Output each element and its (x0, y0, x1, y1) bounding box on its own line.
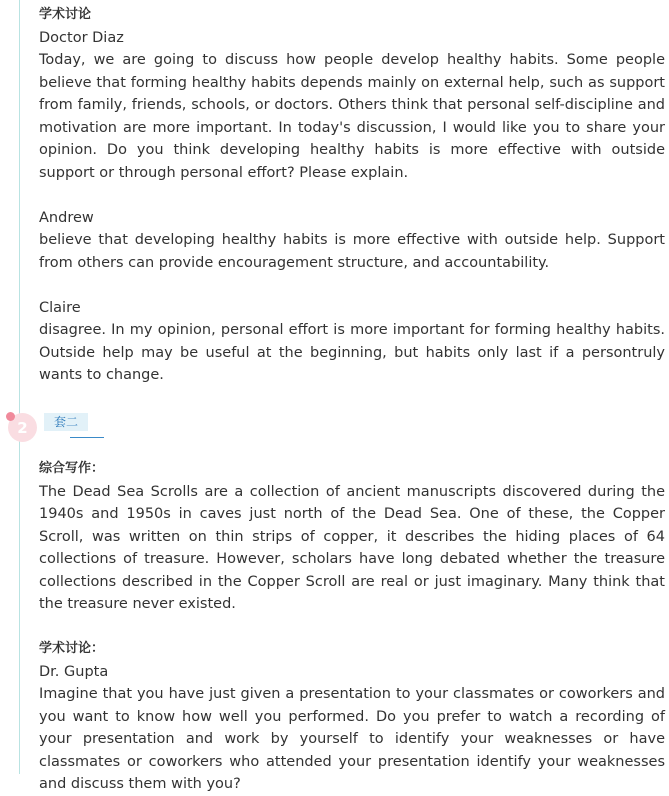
tag-underline (70, 437, 104, 438)
student-response: disagree. In my opinion, personal effort is more important for forming healthy habits. Outside help may be useful at the beginning, but habits only last if a persontruly wants to change. (39, 322, 665, 383)
writing-passage: The Dead Sea Scrolls are a collection of ancient manuscripts discovered during the 1940s and 1950s in caves just north of the Dead Sea. One of these, the Copper Scroll, was written on thin strips of copper, it describes the hiding places of 64 collections of treasure. However, scholars have long debated whether the treasure collections described in the Copper Scroll are real or just imaginary. Many think that the treasure never existed. (39, 483, 665, 612)
step-number-badge: 2 (8, 413, 37, 442)
timeline-line (19, 0, 20, 774)
student-name: Claire (39, 299, 81, 316)
writing-label: 综合写作： (39, 461, 105, 476)
professor-name: Doctor Diaz (39, 29, 124, 46)
section-label: 学术讨论 (39, 7, 92, 22)
student-response: believe that developing healthy habits is more effective with outside help. Support from others can provide encouragement structure, and accountability. (39, 232, 665, 271)
professor-name: Dr. Gupta (39, 663, 109, 680)
section-1 (39, 4, 665, 387)
professor-prompt: Imagine that you have just given a presentation to your classmates or coworkers and you want to know how well you performed. Do you prefer to watch a recording of your presentation and work by yourself to identify your weaknesses or have classmates or coworkers who attended your presentation identify your weaknesses and discuss them with you? (39, 686, 665, 792)
discussion-label: 学术讨论： (39, 641, 105, 656)
step-dot (6, 412, 15, 421)
professor-prompt: Today, we are going to discuss how people develop healthy habits. Some people believe that forming healthy habits depends mainly on external help, such as support from family, friends, schools, or doctors. Others think that personal self-discipline and motivation are more important. In today's discussion, I would like you to share your opinion. Do you think developing healthy habits is more effective with outside support or through personal effort? Please explain. (39, 52, 665, 181)
student-name: Andrew (39, 209, 94, 226)
section-2 (39, 458, 665, 796)
set-tag[interactable]: 套二 (44, 413, 88, 431)
